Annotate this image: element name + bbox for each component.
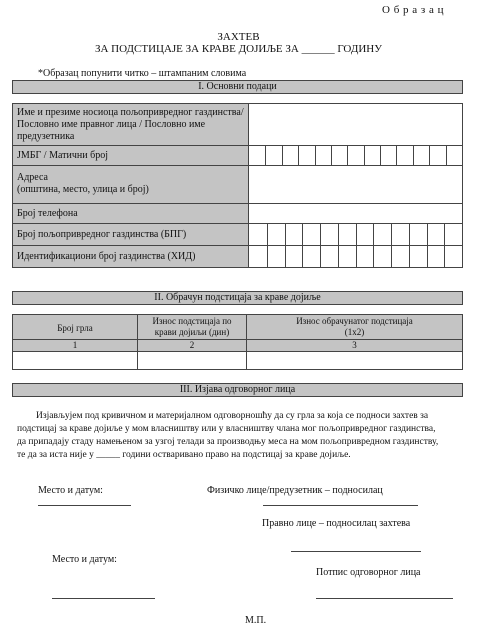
jmbg-digit-box-9[interactable] — [380, 146, 396, 166]
hid-digit-box-9[interactable] — [391, 246, 409, 267]
jmbg-digit-box-10[interactable] — [396, 146, 412, 166]
phone-field[interactable] — [249, 204, 462, 224]
form-subtitle: ЗА ПОДСТИЦАЈЕ ЗА КРАВЕ ДОЈИЉЕ ЗА ______ ГОДИНУ — [94, 43, 383, 55]
place-date-label-1: Место и датум: — [38, 485, 103, 496]
calculated-amount-field[interactable] — [247, 352, 462, 369]
col-number-3: 3 — [247, 340, 462, 352]
bpg-label-cell — [13, 224, 249, 246]
jmbg-digit-boxes — [249, 146, 462, 166]
jmbg-digit-box-8[interactable] — [364, 146, 380, 166]
bpg-digit-box-4[interactable] — [302, 224, 320, 246]
form-title: ЗАХТЕВ — [217, 31, 260, 43]
hid-digit-box-1[interactable] — [249, 246, 267, 267]
jmbg-digit-box-13[interactable] — [446, 146, 462, 166]
declaration-line-2: подстицај за краве дојиље у мом власништву или у власништву члана мог пољопривредног газдинства, — [17, 424, 436, 434]
bpg-digit-box-8[interactable] — [373, 224, 391, 246]
section-3-heading: III. Изјава одговорног лица — [12, 383, 463, 397]
physical-person-signature-line[interactable] — [263, 505, 418, 506]
hid-label: Идентификациони број газдинства (ХИД) — [17, 251, 196, 262]
heads-count-field[interactable] — [13, 352, 138, 369]
jmbg-digit-box-5[interactable] — [315, 146, 331, 166]
section-2-heading: II. Обрачун подстицаја за краве дојиље — [12, 291, 463, 305]
address-field[interactable] — [249, 166, 462, 204]
jmbg-digit-box-1[interactable] — [249, 146, 265, 166]
jmbg-label: ЈМБГ / Матични број — [17, 150, 108, 161]
address-label-cell — [13, 166, 249, 204]
jmbg-digit-box-4[interactable] — [298, 146, 314, 166]
bpg-digit-box-7[interactable] — [356, 224, 374, 246]
phone-label-cell — [13, 204, 249, 224]
declaration-line-3: да припадају стаду намењеном за узгој телади за производњу меса на мом пољопривредном газдинству, — [17, 437, 439, 447]
bpg-digit-box-12[interactable] — [444, 224, 462, 246]
col-head-amount-per-cow: Износ подстицаја по крави дојиљи (дин) — [138, 315, 247, 340]
jmbg-digit-box-3[interactable] — [282, 146, 298, 166]
hid-digit-boxes — [249, 246, 462, 267]
hid-digit-box-10[interactable] — [409, 246, 427, 267]
bpg-label: Број пољопривредног газдинства (БПГ) — [17, 229, 187, 240]
hid-digit-box-12[interactable] — [444, 246, 462, 267]
phone-label: Број телефона — [17, 208, 78, 219]
hid-digit-box-3[interactable] — [285, 246, 303, 267]
hid-digit-box-5[interactable] — [320, 246, 338, 267]
col-number-2: 2 — [138, 340, 247, 352]
hid-digit-box-6[interactable] — [338, 246, 356, 267]
bpg-digit-box-11[interactable] — [427, 224, 445, 246]
jmbg-digit-box-12[interactable] — [429, 146, 445, 166]
fill-instructions-note: *Образац попунити читко – штампаним словима — [38, 68, 247, 79]
hid-label-cell — [13, 246, 249, 267]
hid-digit-box-4[interactable] — [302, 246, 320, 267]
physical-person-label: Физичко лице/предузетник – подносилац — [207, 485, 383, 496]
bpg-digit-box-10[interactable] — [409, 224, 427, 246]
address-label-detail: (општина, место, улица и број) — [17, 184, 149, 195]
form-label-obrazac: О б р а з а ц — [382, 4, 445, 16]
hid-digit-box-8[interactable] — [373, 246, 391, 267]
amount-per-cow-field[interactable] — [138, 352, 247, 369]
hid-digit-box-11[interactable] — [427, 246, 445, 267]
responsible-signature-line[interactable] — [316, 598, 453, 599]
jmbg-digit-box-6[interactable] — [331, 146, 347, 166]
place-date-label-2: Место и датум: — [52, 554, 117, 565]
jmbg-digit-box-2[interactable] — [265, 146, 281, 166]
declaration-line-4: те да за иста није у _____ години остваривано право на подстицај за краве дојиље. — [17, 450, 351, 460]
basic-data-table — [12, 103, 463, 268]
bpg-digit-box-5[interactable] — [320, 224, 338, 246]
bpg-digit-box-6[interactable] — [338, 224, 356, 246]
bpg-digit-box-2[interactable] — [267, 224, 285, 246]
bpg-digit-boxes — [249, 224, 462, 246]
responsible-signature-label: Потпис одговорног лица — [316, 567, 421, 578]
legal-entity-signature-line[interactable] — [291, 551, 421, 552]
legal-entity-label: Правно лице – подносилац захтева — [262, 518, 411, 529]
calculation-table — [12, 314, 463, 370]
jmbg-digit-box-7[interactable] — [347, 146, 363, 166]
bpg-digit-box-1[interactable] — [249, 224, 267, 246]
place-date-line-1[interactable] — [38, 505, 131, 506]
holder-name-field[interactable] — [249, 104, 462, 146]
holder-name-label: Име и презиме носиоца пољопривредног газдинства/ Пословно име правног лица / Пословно име предузетника — [17, 107, 244, 142]
address-label: Адреса — [17, 172, 48, 183]
jmbg-label-cell — [13, 146, 249, 166]
hid-digit-box-2[interactable] — [267, 246, 285, 267]
bpg-digit-box-9[interactable] — [391, 224, 409, 246]
holder-name-label-cell — [13, 104, 249, 146]
hid-digit-box-7[interactable] — [356, 246, 374, 267]
col-number-1: 1 — [13, 340, 138, 352]
jmbg-digit-box-11[interactable] — [413, 146, 429, 166]
col-head-heads-count: Број грла — [13, 315, 138, 340]
place-date-line-2[interactable] — [52, 598, 155, 599]
bpg-digit-box-3[interactable] — [285, 224, 303, 246]
declaration-line-1: Изјављујем под кривичном и материјалном одговорношћу да су грла за која се подноси захтев за — [36, 411, 429, 421]
section-1-heading: I. Основни подаци — [12, 80, 463, 94]
col-head-calculated-amount: Износ обрачунатог подстицаја (1x2) — [247, 315, 462, 340]
stamp-label: М.П. — [245, 615, 267, 626]
